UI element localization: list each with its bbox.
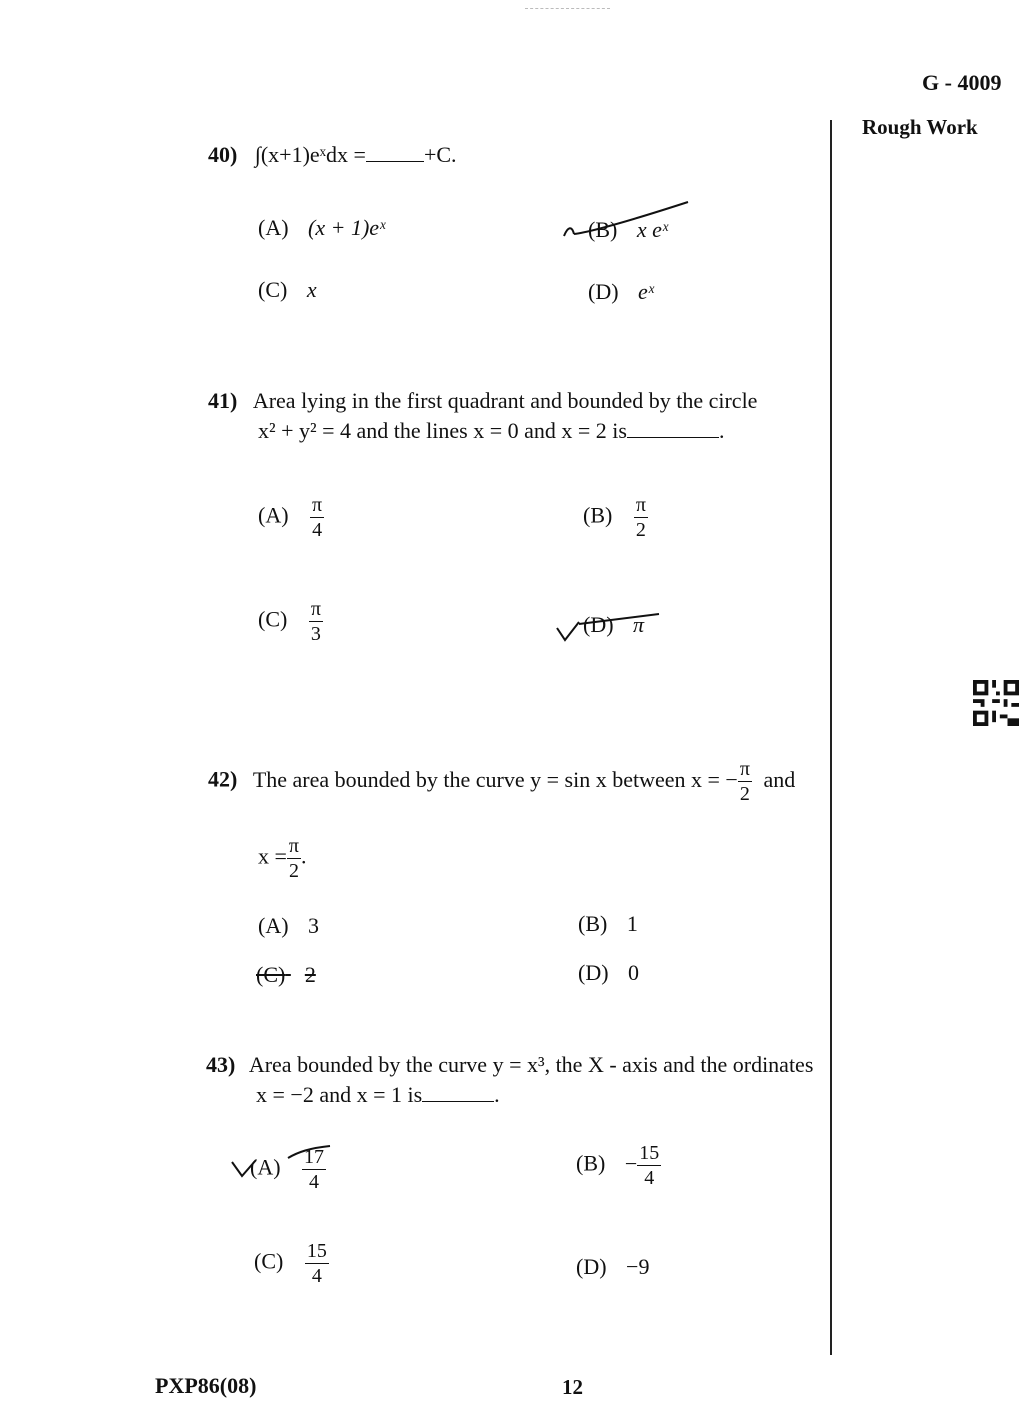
option-label: (D)	[576, 1254, 607, 1279]
numerator: π	[739, 758, 750, 780]
option-label: (A)	[258, 502, 289, 528]
question-42-line2	[258, 835, 307, 882]
qr-code-icon	[972, 680, 1020, 726]
inline-fraction	[738, 758, 752, 805]
question-text-end: .	[494, 1082, 500, 1107]
option-label: (C)	[258, 277, 288, 302]
question-text-line2: x =	[258, 843, 287, 869]
option-fraction	[634, 494, 648, 541]
option-value: x	[306, 277, 317, 302]
question-text-end: .	[718, 418, 725, 443]
option-value: (x + 1)eˣ	[308, 215, 386, 240]
question-text-line1: Area bounded by the curve y = x³, the X - axis and the ordinates	[248, 1052, 814, 1077]
question-42	[208, 758, 808, 805]
answer-blank	[422, 1101, 494, 1102]
option-b[interactable]	[578, 911, 638, 937]
option-label: (D)	[578, 960, 609, 985]
option-value: x eˣ	[636, 217, 669, 242]
option-b[interactable]	[583, 494, 648, 541]
option-label: (A)	[258, 215, 289, 240]
option-fraction	[310, 494, 324, 541]
question-text-end: .	[301, 843, 307, 869]
question-text: ∫(x+1)eˣdx =	[254, 142, 366, 167]
option-value: 3	[308, 913, 320, 938]
option-label: (A)	[250, 1154, 281, 1180]
paper-code: G - 4009	[922, 70, 1002, 95]
numerator: π	[312, 494, 323, 516]
option-label: (B)	[583, 502, 613, 528]
denominator: 2	[635, 519, 646, 541]
option-sign: −	[624, 1150, 638, 1176]
option-c[interactable]	[258, 598, 323, 645]
option-label: (B)	[576, 1150, 606, 1176]
option-label: (B)	[578, 911, 608, 936]
question-text-line2: x = −2 and x = 1 is	[256, 1082, 423, 1107]
option-label: (D)	[588, 279, 619, 304]
rough-work-divider	[830, 120, 832, 1355]
denominator: 4	[644, 1167, 655, 1189]
denominator: 4	[312, 519, 323, 541]
option-c[interactable]	[254, 1240, 329, 1287]
option-fraction	[309, 598, 323, 645]
question-number: 43)	[206, 1052, 236, 1077]
numerator: π	[288, 835, 300, 857]
question-43	[206, 1052, 816, 1108]
numerator: 17	[304, 1146, 325, 1168]
option-label: (D)	[583, 612, 614, 637]
hand-tick-mark	[560, 196, 700, 246]
option-value: eˣ	[638, 279, 655, 304]
answer-blank	[627, 437, 719, 438]
option-value: 0	[628, 960, 640, 985]
question-41	[208, 388, 818, 444]
option-a[interactable]	[258, 215, 385, 241]
denominator: 4	[311, 1265, 322, 1287]
option-value: π	[633, 612, 645, 637]
inline-fraction	[287, 835, 301, 882]
option-label: (C)	[258, 606, 288, 632]
numerator: 15	[639, 1142, 660, 1164]
question-number: 40)	[208, 142, 238, 167]
question-number: 42)	[208, 766, 238, 792]
option-d[interactable]	[588, 279, 654, 305]
denominator: 2	[288, 860, 299, 882]
option-a[interactable]	[258, 913, 319, 939]
question-text-end: +C.	[423, 142, 457, 167]
option-a[interactable]	[258, 494, 324, 541]
hand-tick-mark	[228, 1142, 338, 1182]
question-40	[208, 142, 457, 168]
question-text-line2: x² + y² = 4 and the lines x = 0 and x = 2 is	[258, 418, 627, 443]
answer-blank	[366, 161, 424, 162]
option-label: (C)	[256, 962, 286, 987]
option-value: 1	[626, 911, 638, 936]
denominator: 4	[309, 1171, 320, 1193]
option-label: (A)	[258, 913, 289, 938]
question-text-end: and	[763, 766, 796, 792]
option-value: 2	[304, 962, 316, 987]
numerator: π	[635, 494, 646, 516]
numerator: π	[310, 598, 321, 620]
option-fraction	[637, 1142, 661, 1189]
question-number: 41)	[208, 388, 238, 413]
option-d[interactable]	[576, 1254, 649, 1280]
option-label: (B)	[588, 217, 618, 242]
footer-paper-code: PXP86(08)	[155, 1373, 257, 1398]
denominator: 2	[739, 783, 750, 805]
question-text-line1: Area lying in the first quadrant and bounded by the circle	[252, 388, 758, 413]
option-d[interactable]	[578, 960, 639, 986]
rough-work-label: Rough Work	[862, 115, 978, 139]
option-label: (C)	[254, 1248, 284, 1274]
denominator: 3	[310, 623, 321, 645]
numerator: 15	[306, 1240, 327, 1262]
option-fraction	[305, 1240, 329, 1287]
hand-tick-mark	[555, 612, 665, 648]
option-b[interactable]	[576, 1142, 661, 1189]
option-c[interactable]	[258, 277, 317, 303]
question-text-line1: The area bounded by the curve y = sin x between x = −	[252, 766, 738, 792]
option-value: −9	[626, 1254, 650, 1279]
page-number: 12	[562, 1375, 583, 1399]
option-c[interactable]	[256, 962, 316, 988]
top-dash-line	[525, 8, 610, 9]
